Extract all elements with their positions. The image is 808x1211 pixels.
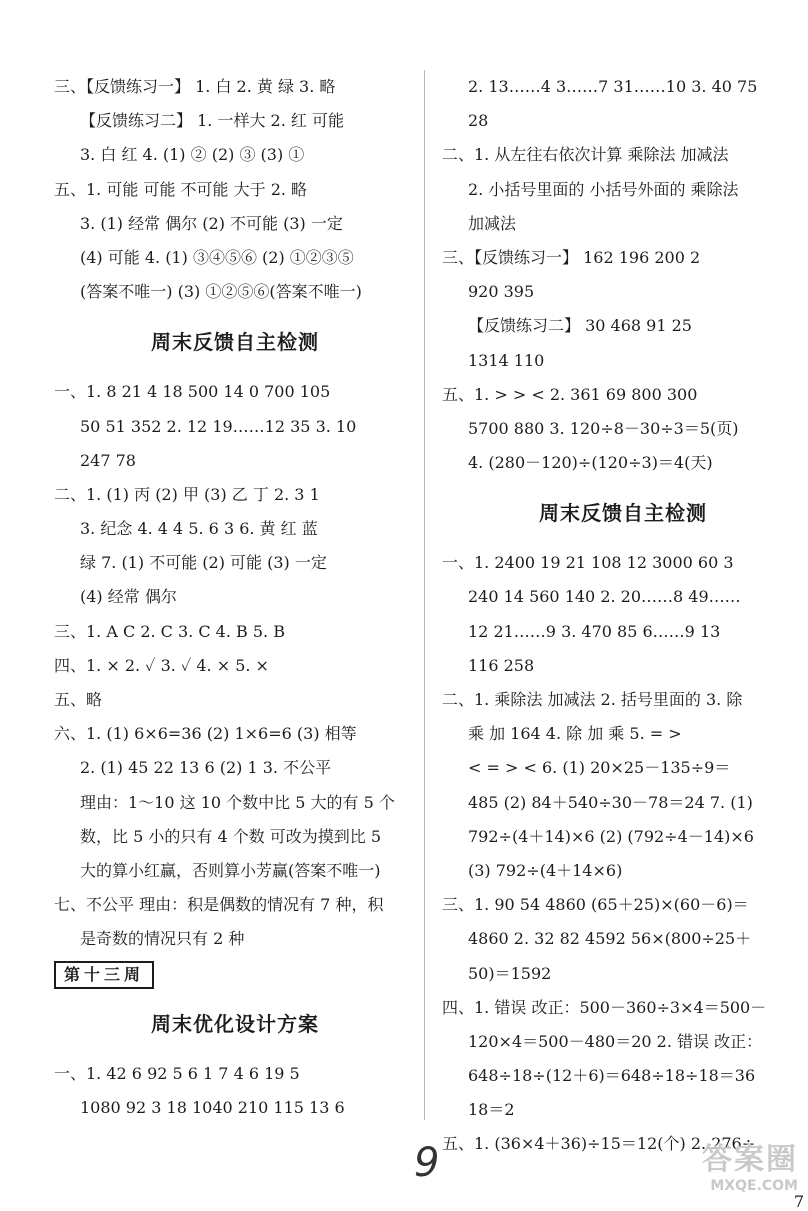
answer-line: 六、1. (1) 6×6=36 (2) 1×6=6 (3) 相等 <box>54 724 357 744</box>
answer-line: 五、1. 可能 可能 不可能 大于 2. 略 <box>54 179 308 199</box>
answer-line: 三、1. 90 54 4860 (65＋25)×(60－6)＝ <box>442 895 749 915</box>
answer-line: 3. 纪念 4. 4 4 5. 6 3 6. 黄 红 蓝 <box>80 519 318 539</box>
answer-line: (4) 可能 4. (1) ③④⑤⑥ (2) ①②③⑤ <box>80 247 354 267</box>
week-label: 第十三周 <box>54 961 154 989</box>
watermark-title: 答案圈 <box>702 1142 798 1177</box>
answer-line: (3) 792÷(4＋14×6) <box>468 860 623 880</box>
answer-line: 4860 2. 32 82 4592 56×(800÷25＋ <box>468 929 752 949</box>
answer-line: 三、【反馈练习一】 162 196 200 2 <box>442 247 701 267</box>
answer-line: 理由：1～10 这 10 个数中比 5 大的有 5 个 <box>80 792 395 812</box>
answer-line: 1314 110 <box>468 350 545 370</box>
answer-line: 五、略 <box>54 690 103 709</box>
answer-line: 一、1. 2400 19 21 108 12 3000 60 3 <box>442 553 734 573</box>
answer-line: 【反馈练习二】 30 468 91 25 <box>468 316 692 336</box>
section-heading: 周末反馈自主检测 <box>539 501 707 526</box>
answer-line: 920 395 <box>468 282 535 302</box>
answer-line: 七、不公平 理由：积是偶数的情况有 7 种，积 <box>54 895 384 915</box>
watermark-site: MXQE.COM <box>710 1178 798 1194</box>
answer-line: 18＝2 <box>468 1100 515 1120</box>
answer-line: 3. (1) 经常 偶尔 (2) 不可能 (3) 一定 <box>80 213 343 233</box>
answer-line: 1080 92 3 18 1040 210 115 13 6 <box>80 1097 345 1117</box>
answer-line: 240 14 560 140 2. 20……8 49…… <box>468 587 741 607</box>
answer-line: (答案不唯一) (3) ①②⑤⑥(答案不唯一) <box>80 282 362 302</box>
answer-line: < = > < 6. (1) 20×25－135÷9＝ <box>468 758 731 778</box>
answer-line: 648÷18÷(12＋6)＝648÷18÷18＝36 <box>468 1066 756 1086</box>
answer-line: 2. 小括号里面的 小括号外面的 乘除法 <box>468 179 739 199</box>
answer-line: 12 21……9 3. 470 85 6……9 13 <box>468 621 721 641</box>
handwritten-mark: 9 <box>414 1140 440 1186</box>
answer-line: 3. 白 红 4. (1) ② (2) ③ (3) ① <box>80 145 305 165</box>
answer-line: 【反馈练习二】 1. 一样大 2. 红 可能 <box>80 111 344 131</box>
answer-line: 三、1. A C 2. C 3. C 4. B 5. B <box>54 621 285 641</box>
watermark-logo <box>702 1134 798 1194</box>
answer-line: 2. (1) 45 22 13 6 (2) 1 3. 不公平 <box>80 758 332 778</box>
section-heading: 周末反馈自主检测 <box>151 330 319 355</box>
answer-line: 是奇数的情况只有 2 种 <box>80 929 245 949</box>
answer-line: 4. (280－120)÷(120÷3)＝4(天) <box>468 453 713 473</box>
answer-line: 116 258 <box>468 655 535 675</box>
answer-line: 二、1. 从左往右依次计算 乘除法 加减法 <box>442 145 729 165</box>
answer-line: 数，比 5 小的只有 4 个数 可改为摸到比 5 <box>80 826 382 846</box>
answer-line: (4) 经常 偶尔 <box>80 587 177 607</box>
left-column <box>54 70 416 1125</box>
column-divider <box>424 70 425 1120</box>
answer-line: 三、【反馈练习一】 1. 白 2. 黄 绿 3. 略 <box>54 77 336 96</box>
answer-line: 四、1. × 2. ✓ 3. ✓ 4. × 5. × <box>54 655 269 675</box>
answer-line: 5700 880 3. 120÷8－30÷3＝5(页) <box>468 418 739 438</box>
answer-line: 一、1. 42 6 92 5 6 1 7 4 6 19 5 <box>54 1063 300 1083</box>
answer-line: 792÷(4＋14)×6 (2) (792÷4－14)×6 <box>468 826 754 846</box>
answer-line: 二、1. (1) 丙 (2) 甲 (3) 乙 丁 2. 3 1 <box>54 484 320 504</box>
answer-line: 一、1. 8 21 4 18 500 14 0 700 105 <box>54 382 331 402</box>
week-label-row <box>54 957 416 991</box>
answer-line: 四、1. 错误 改正：500－360÷3×4＝500－ <box>442 997 767 1017</box>
answer-line: 120×4＝500－480＝20 2. 错误 改正： <box>468 1031 763 1051</box>
answer-line: 五、1. (36×4＋36)÷15＝12(个) 2. 276÷ <box>442 1134 756 1154</box>
answer-line: 28 <box>468 111 489 131</box>
answer-line: 247 78 <box>80 450 136 470</box>
answer-line: 大的算小红赢，否则算小芳赢(答案不唯一) <box>80 860 381 880</box>
answer-line: 二、1. 乘除法 加减法 2. 括号里面的 3. 除 <box>442 690 743 709</box>
page-number: 7 <box>793 1192 804 1211</box>
section-heading: 周末优化设计方案 <box>151 1011 319 1036</box>
answer-line: 五、1. > > < 2. 361 69 800 300 <box>442 384 698 404</box>
answer-line: 乘 加 164 4. 除 加 乘 5. = > <box>468 724 682 744</box>
answer-line: 485 (2) 84＋540÷30－78＝24 7. (1) <box>468 792 753 812</box>
answer-line: 加减法 <box>468 213 517 233</box>
answer-line: 2. 13……4 3……7 31……10 3. 40 75 <box>468 77 758 96</box>
answer-line: 50)＝1592 <box>468 963 552 983</box>
answer-line: 50 51 352 2. 12 19……12 35 3. 10 <box>80 416 357 436</box>
answer-line: 绿 7. (1) 不可能 (2) 可能 (3) 一定 <box>80 553 327 573</box>
